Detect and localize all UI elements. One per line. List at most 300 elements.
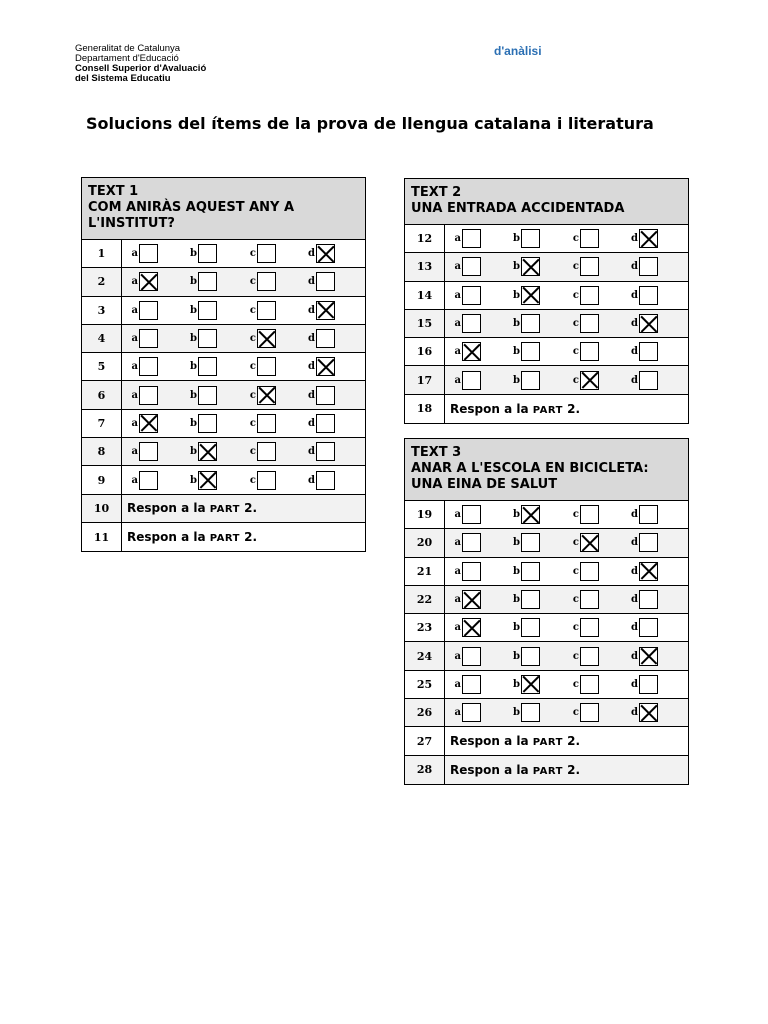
option-letter: b xyxy=(513,318,520,330)
empty-box-icon xyxy=(462,533,481,552)
empty-box-icon xyxy=(580,286,599,305)
respon-part: PART xyxy=(209,504,240,516)
empty-box-icon xyxy=(139,386,158,405)
option-letter: a xyxy=(131,276,138,288)
option-letter: d xyxy=(308,446,315,458)
option-a xyxy=(450,562,509,581)
option-a xyxy=(450,675,509,694)
empty-box-icon xyxy=(316,414,335,433)
answer-row xyxy=(82,410,365,438)
answer-row xyxy=(405,558,688,586)
option-c xyxy=(568,590,627,609)
item-number: 12 xyxy=(405,225,445,252)
option-letter: a xyxy=(131,304,138,316)
option-letter: d xyxy=(308,248,315,260)
option-letter: d xyxy=(631,678,638,690)
empty-box-icon xyxy=(462,257,481,276)
logo-line-1: Generalitat de Catalunya xyxy=(75,43,181,54)
empty-box-icon xyxy=(316,272,335,291)
respon-text: Respon a la xyxy=(127,501,206,516)
option-letter: a xyxy=(454,565,461,577)
option-letter: d xyxy=(631,318,638,330)
option-d xyxy=(627,618,686,637)
option-letter: b xyxy=(513,374,520,386)
answer-row xyxy=(405,310,688,338)
option-c xyxy=(568,505,627,524)
item-number: 1 xyxy=(82,240,122,267)
answer-row xyxy=(82,523,365,551)
institution-logo-text xyxy=(75,44,206,84)
option-letter: c xyxy=(572,233,579,245)
header-right-text: d'anàlisi xyxy=(494,44,542,58)
empty-box-icon xyxy=(580,314,599,333)
empty-box-icon xyxy=(257,471,276,490)
empty-box-icon xyxy=(257,442,276,461)
option-letter: c xyxy=(572,650,579,662)
empty-box-icon xyxy=(257,272,276,291)
item-number: 17 xyxy=(405,366,445,393)
option-letter: b xyxy=(190,248,197,260)
empty-box-icon xyxy=(639,257,658,276)
option-c xyxy=(245,329,304,348)
respon-tail: 2. xyxy=(244,530,258,545)
answer-row xyxy=(405,642,688,670)
option-c xyxy=(568,562,627,581)
empty-box-icon xyxy=(462,505,481,524)
table-title: TEXT 3 ANAR A L'ESCOLA EN BICICLETA: UNA EINA DE SALUT xyxy=(405,439,688,501)
option-d xyxy=(627,533,686,552)
answer-row xyxy=(82,268,365,296)
option-letter: a xyxy=(454,537,461,549)
option-letter: a xyxy=(131,333,138,345)
option-a xyxy=(450,590,509,609)
option-letter: b xyxy=(513,289,520,301)
item-number: 7 xyxy=(82,410,122,437)
logo-line-4: del Sistema Educatiu xyxy=(75,73,171,84)
option-letter: c xyxy=(572,346,579,358)
respon-note xyxy=(445,402,580,416)
option-letter: b xyxy=(513,594,520,606)
item-number: 8 xyxy=(82,438,122,465)
empty-box-icon xyxy=(580,229,599,248)
empty-box-icon xyxy=(521,703,540,722)
option-letter: a xyxy=(131,361,138,373)
option-letter: d xyxy=(631,565,638,577)
empty-box-icon xyxy=(139,244,158,263)
option-letter: a xyxy=(131,474,138,486)
checked-box-icon xyxy=(462,342,481,361)
empty-box-icon xyxy=(521,647,540,666)
item-number: 21 xyxy=(405,558,445,585)
empty-box-icon xyxy=(580,703,599,722)
empty-box-icon xyxy=(139,471,158,490)
checked-box-icon xyxy=(639,647,658,666)
answer-row xyxy=(405,395,688,423)
item-number: 13 xyxy=(405,253,445,280)
checked-box-icon xyxy=(139,272,158,291)
option-c xyxy=(568,533,627,552)
respon-tail: 2. xyxy=(244,501,258,516)
option-letter: a xyxy=(131,248,138,260)
table-title: TEXT 2 UNA ENTRADA ACCIDENTADA xyxy=(405,179,688,225)
option-letter: b xyxy=(190,333,197,345)
option-a xyxy=(450,229,509,248)
item-number: 26 xyxy=(405,699,445,726)
option-b xyxy=(509,562,568,581)
empty-box-icon xyxy=(639,342,658,361)
option-letter: c xyxy=(572,537,579,549)
checked-box-icon xyxy=(521,505,540,524)
option-c xyxy=(568,647,627,666)
option-letter: a xyxy=(454,594,461,606)
option-c xyxy=(245,414,304,433)
option-letter: d xyxy=(631,346,638,358)
empty-box-icon xyxy=(316,442,335,461)
respon-part: PART xyxy=(532,404,563,416)
respon-text: Respon a la xyxy=(450,762,529,777)
option-a xyxy=(127,357,186,376)
empty-box-icon xyxy=(198,357,217,376)
option-letter: c xyxy=(572,565,579,577)
empty-box-icon xyxy=(139,329,158,348)
answer-table-text-1 xyxy=(81,177,366,552)
respon-part: PART xyxy=(532,737,563,749)
respon-text: Respon a la xyxy=(127,530,206,545)
empty-box-icon xyxy=(462,286,481,305)
option-letter: c xyxy=(572,261,579,273)
option-letter: b xyxy=(190,474,197,486)
empty-box-icon xyxy=(521,533,540,552)
empty-box-icon xyxy=(316,386,335,405)
answer-row xyxy=(82,297,365,325)
empty-box-icon xyxy=(521,342,540,361)
option-letter: c xyxy=(572,509,579,521)
option-b xyxy=(509,533,568,552)
option-d xyxy=(627,257,686,276)
option-d xyxy=(304,329,363,348)
logo-line-2: Departament d'Educació xyxy=(75,53,179,64)
item-number: 24 xyxy=(405,642,445,669)
option-letter: c xyxy=(249,304,256,316)
option-d xyxy=(304,414,363,433)
option-b xyxy=(186,414,245,433)
option-b xyxy=(509,703,568,722)
empty-box-icon xyxy=(580,675,599,694)
item-number: 6 xyxy=(82,381,122,408)
option-letter: d xyxy=(631,650,638,662)
option-b xyxy=(186,329,245,348)
respon-tail: 2. xyxy=(567,762,581,777)
option-a xyxy=(450,647,509,666)
item-number: 5 xyxy=(82,353,122,380)
checked-box-icon xyxy=(580,371,599,390)
option-a xyxy=(127,386,186,405)
checked-box-icon xyxy=(639,229,658,248)
option-a xyxy=(127,244,186,263)
option-d xyxy=(627,675,686,694)
answer-row xyxy=(82,381,365,409)
item-number: 25 xyxy=(405,671,445,698)
empty-box-icon xyxy=(198,414,217,433)
option-letter: c xyxy=(249,333,256,345)
option-letter: d xyxy=(308,276,315,288)
option-a xyxy=(450,286,509,305)
option-d xyxy=(304,386,363,405)
option-letter: a xyxy=(454,509,461,521)
option-letter: b xyxy=(190,276,197,288)
option-b xyxy=(509,342,568,361)
checked-box-icon xyxy=(198,442,217,461)
checked-box-icon xyxy=(139,414,158,433)
item-number: 20 xyxy=(405,529,445,556)
answer-row xyxy=(405,338,688,366)
option-b xyxy=(509,618,568,637)
answer-row xyxy=(405,253,688,281)
option-letter: c xyxy=(249,417,256,429)
answer-row xyxy=(82,466,365,494)
option-b xyxy=(186,471,245,490)
option-b xyxy=(509,675,568,694)
empty-box-icon xyxy=(462,314,481,333)
option-letter: b xyxy=(513,707,520,719)
item-number: 15 xyxy=(405,310,445,337)
answer-row xyxy=(405,366,688,394)
option-letter: d xyxy=(308,304,315,316)
option-letter: b xyxy=(513,678,520,690)
option-a xyxy=(127,442,186,461)
checked-box-icon xyxy=(521,675,540,694)
empty-box-icon xyxy=(580,505,599,524)
checked-box-icon xyxy=(639,703,658,722)
option-a xyxy=(450,533,509,552)
empty-box-icon xyxy=(580,647,599,666)
option-c xyxy=(245,442,304,461)
option-a xyxy=(450,505,509,524)
option-letter: b xyxy=(513,650,520,662)
option-b xyxy=(186,301,245,320)
empty-box-icon xyxy=(639,371,658,390)
option-c xyxy=(568,618,627,637)
option-a xyxy=(450,703,509,722)
checked-box-icon xyxy=(639,314,658,333)
respon-part: PART xyxy=(532,765,563,777)
answer-row xyxy=(82,240,365,268)
respon-note xyxy=(122,501,257,515)
answer-table-text-3 xyxy=(404,438,689,785)
option-letter: c xyxy=(249,474,256,486)
option-letter: c xyxy=(572,622,579,634)
item-number: 19 xyxy=(405,501,445,528)
checked-box-icon xyxy=(580,533,599,552)
option-d xyxy=(627,286,686,305)
item-number: 11 xyxy=(82,523,122,551)
option-letter: c xyxy=(249,276,256,288)
empty-box-icon xyxy=(639,286,658,305)
checked-box-icon xyxy=(316,357,335,376)
option-a xyxy=(127,471,186,490)
option-d xyxy=(627,342,686,361)
option-d xyxy=(627,314,686,333)
option-letter: d xyxy=(308,389,315,401)
answer-row xyxy=(405,727,688,755)
option-letter: d xyxy=(631,374,638,386)
answer-row xyxy=(405,501,688,529)
option-letter: a xyxy=(454,233,461,245)
empty-box-icon xyxy=(198,301,217,320)
empty-box-icon xyxy=(580,618,599,637)
option-b xyxy=(509,371,568,390)
empty-box-icon xyxy=(639,675,658,694)
empty-box-icon xyxy=(580,590,599,609)
answer-table-text-2 xyxy=(404,178,689,424)
empty-box-icon xyxy=(580,562,599,581)
empty-box-icon xyxy=(580,257,599,276)
checked-box-icon xyxy=(521,286,540,305)
option-d xyxy=(627,703,686,722)
option-c xyxy=(568,286,627,305)
option-letter: a xyxy=(131,446,138,458)
respon-text: Respon a la xyxy=(450,734,529,749)
item-number: 9 xyxy=(82,466,122,493)
empty-box-icon xyxy=(521,314,540,333)
option-letter: b xyxy=(513,565,520,577)
option-c xyxy=(245,471,304,490)
option-letter: a xyxy=(131,389,138,401)
option-d xyxy=(627,590,686,609)
option-letter: a xyxy=(454,622,461,634)
option-a xyxy=(450,618,509,637)
respon-part: PART xyxy=(209,533,240,545)
item-number: 16 xyxy=(405,338,445,365)
option-c xyxy=(568,314,627,333)
option-c xyxy=(245,357,304,376)
answer-row xyxy=(82,325,365,353)
answer-row xyxy=(405,282,688,310)
option-letter: d xyxy=(631,594,638,606)
option-letter: d xyxy=(631,261,638,273)
respon-note xyxy=(445,734,580,748)
option-b xyxy=(186,244,245,263)
option-letter: d xyxy=(308,361,315,373)
option-c xyxy=(568,371,627,390)
option-letter: b xyxy=(513,233,520,245)
option-a xyxy=(127,329,186,348)
empty-box-icon xyxy=(198,272,217,291)
empty-box-icon xyxy=(198,386,217,405)
empty-box-icon xyxy=(257,414,276,433)
item-number: 28 xyxy=(405,756,445,784)
option-a xyxy=(450,371,509,390)
empty-box-icon xyxy=(139,357,158,376)
option-d xyxy=(627,229,686,248)
option-b xyxy=(186,442,245,461)
option-d xyxy=(304,357,363,376)
option-letter: c xyxy=(572,374,579,386)
option-letter: b xyxy=(190,417,197,429)
option-letter: b xyxy=(190,361,197,373)
empty-box-icon xyxy=(139,442,158,461)
option-b xyxy=(509,286,568,305)
respon-text: Respon a la xyxy=(450,401,529,416)
empty-box-icon xyxy=(198,329,217,348)
option-d xyxy=(627,371,686,390)
option-c xyxy=(245,272,304,291)
option-letter: c xyxy=(249,389,256,401)
option-letter: c xyxy=(249,446,256,458)
item-number: 14 xyxy=(405,282,445,309)
respon-note xyxy=(122,530,257,544)
option-letter: d xyxy=(631,509,638,521)
respon-note xyxy=(445,763,580,777)
answer-row xyxy=(405,671,688,699)
option-d xyxy=(304,301,363,320)
empty-box-icon xyxy=(639,533,658,552)
empty-box-icon xyxy=(139,301,158,320)
option-letter: d xyxy=(631,233,638,245)
option-letter: d xyxy=(631,537,638,549)
option-c xyxy=(245,244,304,263)
empty-box-icon xyxy=(316,329,335,348)
option-letter: a xyxy=(454,707,461,719)
option-letter: d xyxy=(631,707,638,719)
option-letter: b xyxy=(190,446,197,458)
option-letter: d xyxy=(308,474,315,486)
option-letter: c xyxy=(572,318,579,330)
empty-box-icon xyxy=(521,562,540,581)
option-b xyxy=(509,590,568,609)
option-letter: c xyxy=(572,594,579,606)
option-letter: a xyxy=(454,318,461,330)
empty-box-icon xyxy=(521,371,540,390)
option-c xyxy=(568,229,627,248)
option-letter: a xyxy=(454,678,461,690)
option-letter: d xyxy=(631,289,638,301)
checked-box-icon xyxy=(462,618,481,637)
item-number: 3 xyxy=(82,297,122,324)
empty-box-icon xyxy=(198,244,217,263)
option-b xyxy=(509,229,568,248)
answer-row xyxy=(405,756,688,784)
answer-row xyxy=(82,495,365,523)
checked-box-icon xyxy=(521,257,540,276)
option-b xyxy=(186,386,245,405)
option-letter: a xyxy=(454,261,461,273)
option-d xyxy=(627,647,686,666)
checked-box-icon xyxy=(257,386,276,405)
item-number: 22 xyxy=(405,586,445,613)
option-letter: b xyxy=(513,509,520,521)
empty-box-icon xyxy=(639,618,658,637)
item-number: 2 xyxy=(82,268,122,295)
page-title: Solucions del ítems de la prova de llengua catalana i literatura xyxy=(86,114,654,133)
logo-line-3: Consell Superior d'Avaluació xyxy=(75,63,207,74)
empty-box-icon xyxy=(639,590,658,609)
option-d xyxy=(304,244,363,263)
option-c xyxy=(245,301,304,320)
option-a xyxy=(450,257,509,276)
option-c xyxy=(245,386,304,405)
option-letter: d xyxy=(631,622,638,634)
checked-box-icon xyxy=(639,562,658,581)
empty-box-icon xyxy=(257,244,276,263)
option-a xyxy=(450,342,509,361)
checked-box-icon xyxy=(316,244,335,263)
option-letter: b xyxy=(513,537,520,549)
option-letter: c xyxy=(572,289,579,301)
answer-row xyxy=(405,225,688,253)
empty-box-icon xyxy=(462,371,481,390)
option-d xyxy=(304,442,363,461)
